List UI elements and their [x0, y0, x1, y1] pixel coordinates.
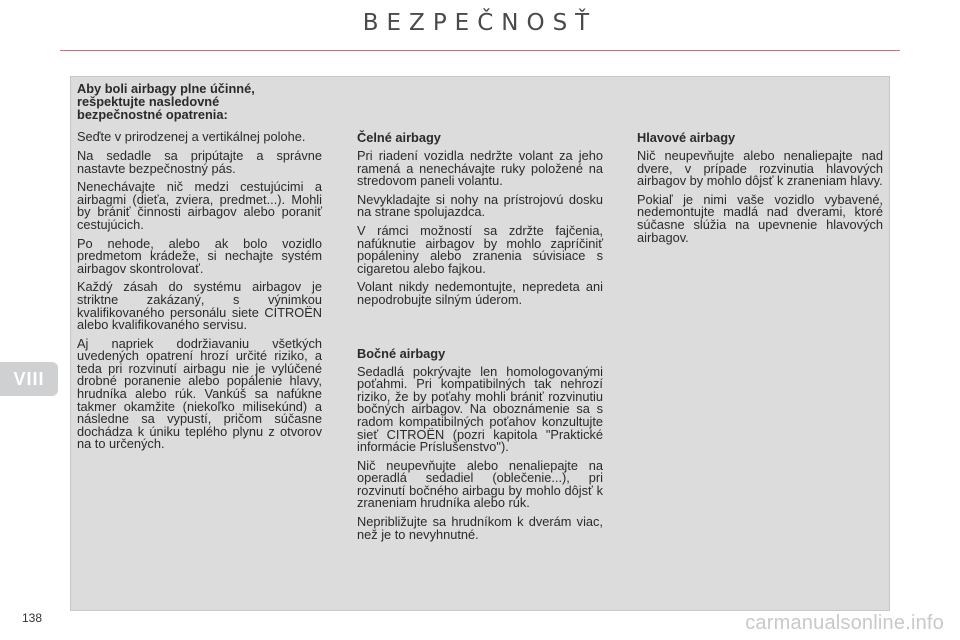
paragraph: Každý zásah do systému airbagov je striktne zakázaný, s výnimkou kvalifikovaného personálu siete CITROËN alebo kvalifikovaného servisu.: [77, 279, 322, 333]
column-1: [77, 83, 322, 457]
chapter-tab[interactable]: VIII: [0, 362, 58, 396]
paragraph: Nepribližujte sa hrudníkom k dverám viac, než je to nevyhnutné.: [357, 514, 603, 542]
intro-heading: Aby boli airbagy plne účinné, rešpektujte nasledovné bezpečnostné opatrenia:: [77, 81, 255, 122]
side-airbags-heading: Bočné airbagy: [357, 345, 446, 361]
paragraph: Sedadlá pokrývajte len homologovanými poťahmi. Pri kompatibilných tak nehrozí riziko, že by poťahy mohli brániť rozvinutiu bočných airbagov. Na oboznámenie sa s radom kompatibilných poťahov konzultujte sieť CITROËN (pozri kapitola "Praktické informácie Príslušenstvo").: [357, 363, 603, 455]
page-title: BEZPEČNOSŤ: [362, 10, 598, 36]
paragraph: Po nehode, alebo ak bolo vozidlo predmetom krádeže, si nechajte systém airbagov skontrolovať.: [77, 235, 322, 276]
content-panel: [70, 76, 890, 611]
page-number: 138: [22, 611, 43, 625]
column-3: [637, 131, 883, 250]
paragraph: V rámci možností sa zdržte fajčenia, nafúknutie airbagov by mohlo zapríčiniť popáleniny alebo zranenia súvisiace s cigaretou alebo fajkou.: [357, 222, 603, 276]
paragraph: Nič neupevňujte alebo nenaliepajte na operadlá sedadiel (oblečenie...), pri rozvinutí bočného airbagu by mohlo dôjsť k zraneniam hrudníka alebo rúk.: [357, 457, 603, 511]
front-airbags-heading: Čelné airbagy: [357, 130, 441, 145]
paragraph: Nenechávajte nič medzi cestujúcimi a airbagmi (dieťa, zviera, predmet...). Mohli by brániť činnosti airbagov alebo poraniť cestujúcich.: [77, 179, 322, 232]
column-2: [357, 131, 603, 547]
title-rule: [60, 50, 900, 51]
paragraph: Volant nikdy nedemontujte, nepredeta ani nepodrobujte silným úderom.: [357, 279, 603, 307]
head-airbags-heading: Hlavové airbagy: [637, 130, 736, 145]
paragraph: Na sedadle sa pripútajte a správne nastavte bezpečnostný pás.: [77, 147, 322, 176]
section-gap: [357, 313, 603, 347]
paragraph: Aj napriek dodržiavaniu všetkých uvedených opatrení hrozí určité riziko, a teda pri rozvinutí airbagu nie je vylúčené drobné poranenie alebo popálenie hlavy, hrudníka alebo rúk. Vankúš sa nafúkne takmer okamžite (niekoľko milisekúnd) a následne sa vypustí, pričom súčasne dochádza k úniku teplého plynu z otvorov na to určených.: [77, 335, 322, 452]
paragraph: Nevykladajte si nohy na prístrojovú dosku na strane spolujazdca.: [357, 191, 603, 220]
paragraph: Pokiaľ je nimi vaše vozidlo vybavené, nedemontujte madlá nad dverami, ktoré súčasne slúžia na upevnenie hlavových airbagov.: [637, 191, 883, 245]
paragraph: Seďte v prirodzenej a vertikálnej polohe.: [77, 129, 306, 145]
paragraph: Pri riadení vozidla nedržte volant za jeho ramená a nenechávajte ruky položené na stredovom paneli volantu.: [357, 148, 603, 189]
watermark: carmanualsonline.info: [745, 612, 944, 634]
paragraph: Nič neupevňujte alebo nenaliepajte nad dvere, v prípade rozvinutia hlavových airbagov by mohlo dôjsť k zraneniam hlavy.: [637, 148, 883, 189]
